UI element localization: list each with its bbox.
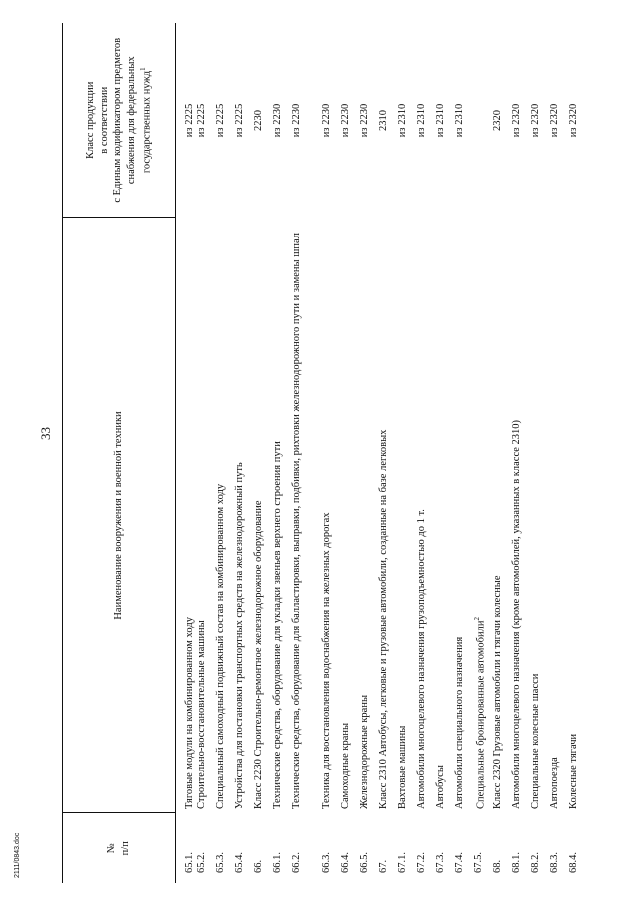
row-name: Специальные колесные шасси: [530, 673, 542, 809]
table-row: [378, 23, 397, 883]
footnote-marker: 1: [138, 67, 147, 71]
rotated-table-container: [62, 23, 592, 883]
table-header-row: [63, 23, 176, 883]
row-number: 65.4.: [234, 852, 246, 873]
header-name: Наименование вооружения и военной техники: [63, 218, 176, 813]
row-name: Строительно-восстановительные машины: [196, 620, 208, 809]
row-number: 65.3.: [215, 852, 227, 873]
row-class: 2320: [492, 110, 504, 131]
row-class: [473, 23, 492, 218]
row-class: из 2225: [234, 103, 246, 138]
row-number: 66.4.: [340, 852, 352, 873]
row-class: из 2230: [272, 103, 284, 138]
table-row: [511, 23, 530, 883]
row-number: 66.1.: [272, 852, 284, 873]
row-number: 68.3.: [549, 852, 561, 873]
row-class: из 2320: [530, 103, 542, 138]
weapons-classification-table: [62, 23, 587, 883]
row-class: из 2225: [196, 103, 208, 138]
header-number: № п/п: [63, 813, 176, 883]
row-name: Колесные тягачи: [568, 733, 580, 809]
row-name: Автомобили специального назначения: [454, 636, 466, 809]
table-row: [530, 23, 549, 883]
row-number: 68.4.: [568, 852, 580, 873]
table-row: [176, 23, 197, 883]
table-row: [321, 23, 340, 883]
row-name: Самоходные краны: [340, 722, 352, 809]
row-class: из 2230: [359, 103, 371, 138]
row-number: 68.1.: [511, 852, 523, 873]
row-number: 66.5.: [359, 852, 371, 873]
document-footer: 2111/0843.doc: [14, 832, 21, 878]
table-row: [549, 23, 568, 883]
table-row: [397, 23, 416, 883]
row-number: 66.2.: [291, 852, 303, 873]
table-row: [215, 23, 234, 883]
row-class: из 2310: [397, 103, 409, 138]
row-class: из 2225: [184, 103, 195, 138]
row-class: из 2320: [568, 103, 580, 138]
table-row: [196, 23, 215, 883]
table-row: [359, 23, 378, 883]
table-body: [176, 23, 588, 883]
row-number: 65.2.: [196, 852, 208, 873]
row-name: Класс 2230 Строительно-ремонтное железнодорожное оборудование: [253, 500, 265, 809]
row-number: 66.: [253, 859, 265, 873]
row-name: Автобусы: [435, 765, 447, 809]
header-class: Класс продукции в соответствии с Единым кодификатором предметов снабжения для федеральных государственных нужд$^1$: [63, 23, 176, 218]
row-number: 68.2.: [530, 852, 542, 873]
row-name: Автомобили многоцелевого назначения грузоподъемностью до 1 т.: [416, 509, 428, 809]
table-row: [416, 23, 435, 883]
table-row: [272, 23, 291, 883]
table-row: [435, 23, 454, 883]
table-row: [291, 23, 321, 883]
row-number: 65.1.: [184, 852, 195, 873]
row-number: 67.3.: [435, 852, 447, 873]
row-name: Железнодорожные краны: [359, 694, 371, 809]
row-class: 2310: [378, 110, 390, 131]
row-class: из 2230: [340, 103, 352, 138]
table-row: [234, 23, 253, 883]
row-class: из 2310: [416, 103, 428, 138]
table-row: [568, 23, 587, 883]
row-name: Вахтовые машины: [397, 725, 409, 809]
row-class: из 2320: [511, 103, 523, 138]
row-class: из 2320: [549, 103, 561, 138]
row-class: 2230: [253, 110, 265, 131]
row-class: из 2230: [321, 103, 333, 138]
table-row: [454, 23, 473, 883]
row-name: Технические средства, оборудование для балластировки, выправки, подбивки, рихтовки железнодорожного пути и замены шпал: [291, 233, 303, 809]
row-number: 67.: [378, 859, 390, 873]
row-name: Тяговые модули на комбинированном ходу: [184, 617, 195, 809]
row-name: Технические средства, оборудование для укладки звеньев верхнего строения пути: [272, 441, 284, 809]
row-number: 67.2.: [416, 852, 428, 873]
row-number: 66.3.: [321, 852, 333, 873]
row-number: 67.1.: [397, 852, 409, 873]
row-number: 68.: [492, 859, 504, 873]
table-row: [473, 23, 492, 883]
row-name: Класс 2310 Автобусы, легковые и грузовые автомобили, созданные на базе легковых: [378, 429, 390, 809]
row-name: Автопоезда: [549, 757, 561, 809]
table-row: [253, 23, 272, 883]
row-name: Автомобили многоцелевого назначения (кроме автомобилей, указанных в классе 2310): [511, 419, 523, 809]
row-name: Специальные бронированные автомобили$^2$: [473, 617, 487, 809]
page-number: 33: [38, 427, 53, 440]
row-name: Техника для восстановления водоснабжения на железных дорогах: [321, 512, 333, 809]
row-class: из 2310: [454, 103, 466, 138]
row-number: 67.4.: [454, 852, 466, 873]
row-name: Специальный самоходный подвижный состав на комбинированном ходу: [215, 483, 227, 809]
row-number: 67.5.: [473, 852, 485, 873]
row-class: из 2225: [215, 103, 227, 138]
table-row: [492, 23, 511, 883]
row-class: из 2310: [435, 103, 447, 138]
footnote-marker: 2: [473, 617, 482, 621]
row-class: из 2230: [291, 103, 303, 138]
row-name: Устройства для постановки транспортных средств на железнодорожный путь: [234, 462, 246, 809]
table-row: [340, 23, 359, 883]
row-name: Класс 2320 Грузовые автомобили и тягачи колесные: [492, 575, 504, 809]
